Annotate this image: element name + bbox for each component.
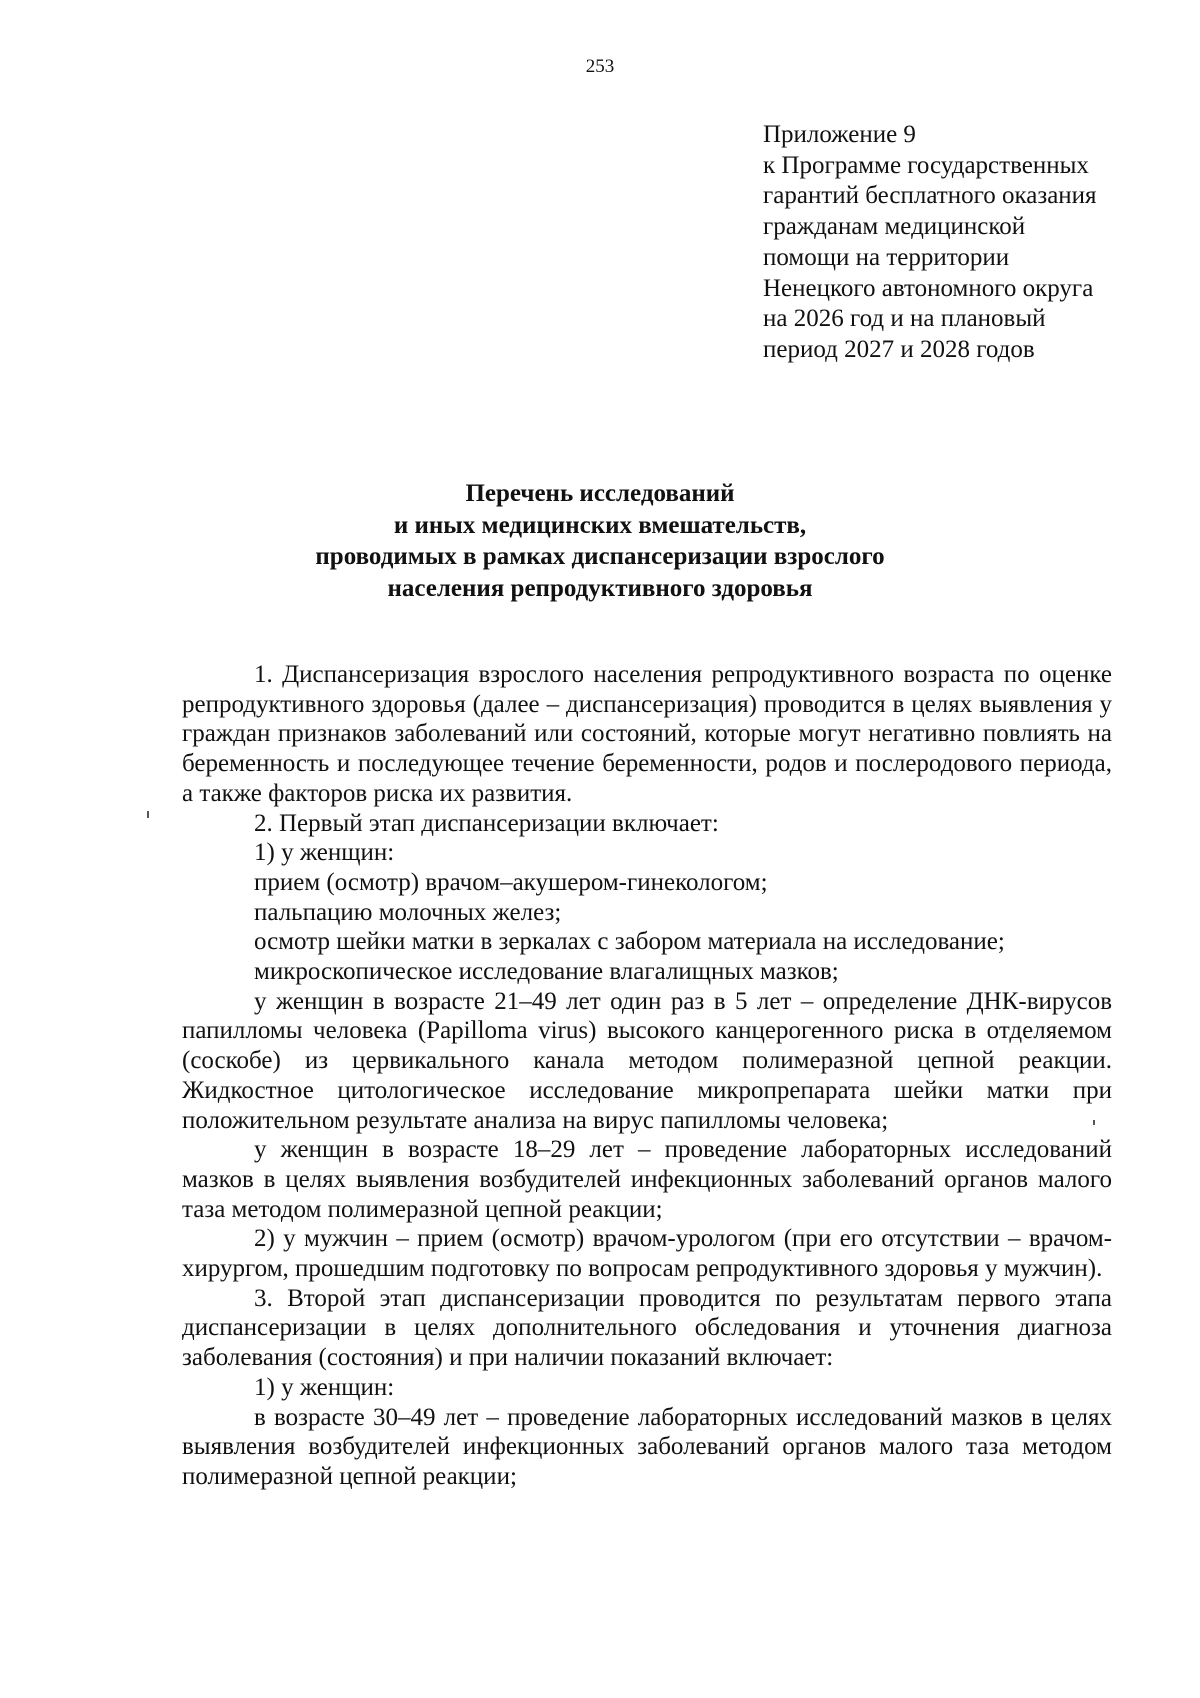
list-item-30-49: в возрасте 30–49 лет – проведение лабораторных исследований мазков в целях выявления возбудителей инфекционных заболеваний органов малого таза методом полимеразной цепной реакции; [182,1403,1112,1490]
appendix-line: гарантий бесплатного оказания [763,182,1097,210]
appendix-line: Приложение 9 [763,121,916,148]
document-title [0,478,1200,604]
title-line: и иных медицинских вмешательств, [393,511,807,539]
page-number: 253 [585,56,615,77]
scan-mark [1093,1120,1095,1125]
appendix-line: период 2027 и 2028 годов [763,335,1035,363]
list-item: осмотр шейки матки в зеркалах с забором материала на исследование; [254,928,1005,956]
appendix-line: Ненецкого автономного округа [763,274,1094,302]
scan-mark [147,811,149,818]
appendix-line: на 2026 год и на плановый [763,305,1046,333]
list-item: пальпацию молочных желез; [254,898,562,926]
list-item-women: 1) у женщин: [254,839,395,867]
paragraph-1-purpose: 1. Диспансеризация взрослого населения репродуктивного возраста по оценке репродуктивного здоровья (далее – диспансеризация) проводится в целях выявления у граждан признаков заболеваний или состояний, которые могут негативно повлиять на беременность и последующее течение беременности, родов и послеродового периода, а также факторов риска их развития. [182,661,1112,807]
paragraph-3-second-stage: 3. Второй этап диспансеризации проводится по результатам первого этапа диспансеризации в целях дополнительного обследования и уточнения диагноза заболевания (состояния) и при наличии показаний включает: [182,1284,1112,1372]
title-line: проводимых в рамках диспансеризации взрослого [315,543,885,570]
list-item-hpv: у женщин в возрасте 21–49 лет один раз в 5 лет – определение ДНК-вирусов папилломы человека (Papilloma virus) высокого канцерогенного риска в отделяемом (соскобе) из цервикального канала методом полимеразной цепной реакции. Жидкостное цитологическое исследование микропрепарата шейки матки при положительном результате анализа на вирус папилломы человека; [182,987,1112,1134]
document-body [182,660,1112,1492]
paragraph-2-first-stage: 2. Первый этап диспансеризации включает: [254,809,719,837]
list-item: прием (осмотр) врачом–акушером-гинекологом; [254,868,768,896]
appendix-block [763,120,1163,366]
list-item: микроскопическое исследование влагалищных мазков; [254,958,839,986]
list-item-18-29: у женщин в возрасте 18–29 лет – проведение лабораторных исследований мазков в целях выявления возбудителей инфекционных заболеваний органов малого таза методом полимеразной цепной реакции; [182,1136,1112,1223]
title-line: населения репродуктивного здоровья [387,574,813,602]
appendix-line: помощи на территории [763,243,1010,271]
list-item-men: 2) у мужчин – прием (осмотр) врачом-урологом (при его отсутствии – врачом-хирургом, прошедшим подготовку по вопросам репродуктивного здоровья у мужчин). [182,1225,1112,1283]
appendix-line: гражданам медицинской [763,213,1026,241]
appendix-line: к Программе государственных [763,151,1089,179]
list-item-women: 1) у женщин: [254,1373,395,1401]
title-line: Перечень исследований [465,480,735,507]
